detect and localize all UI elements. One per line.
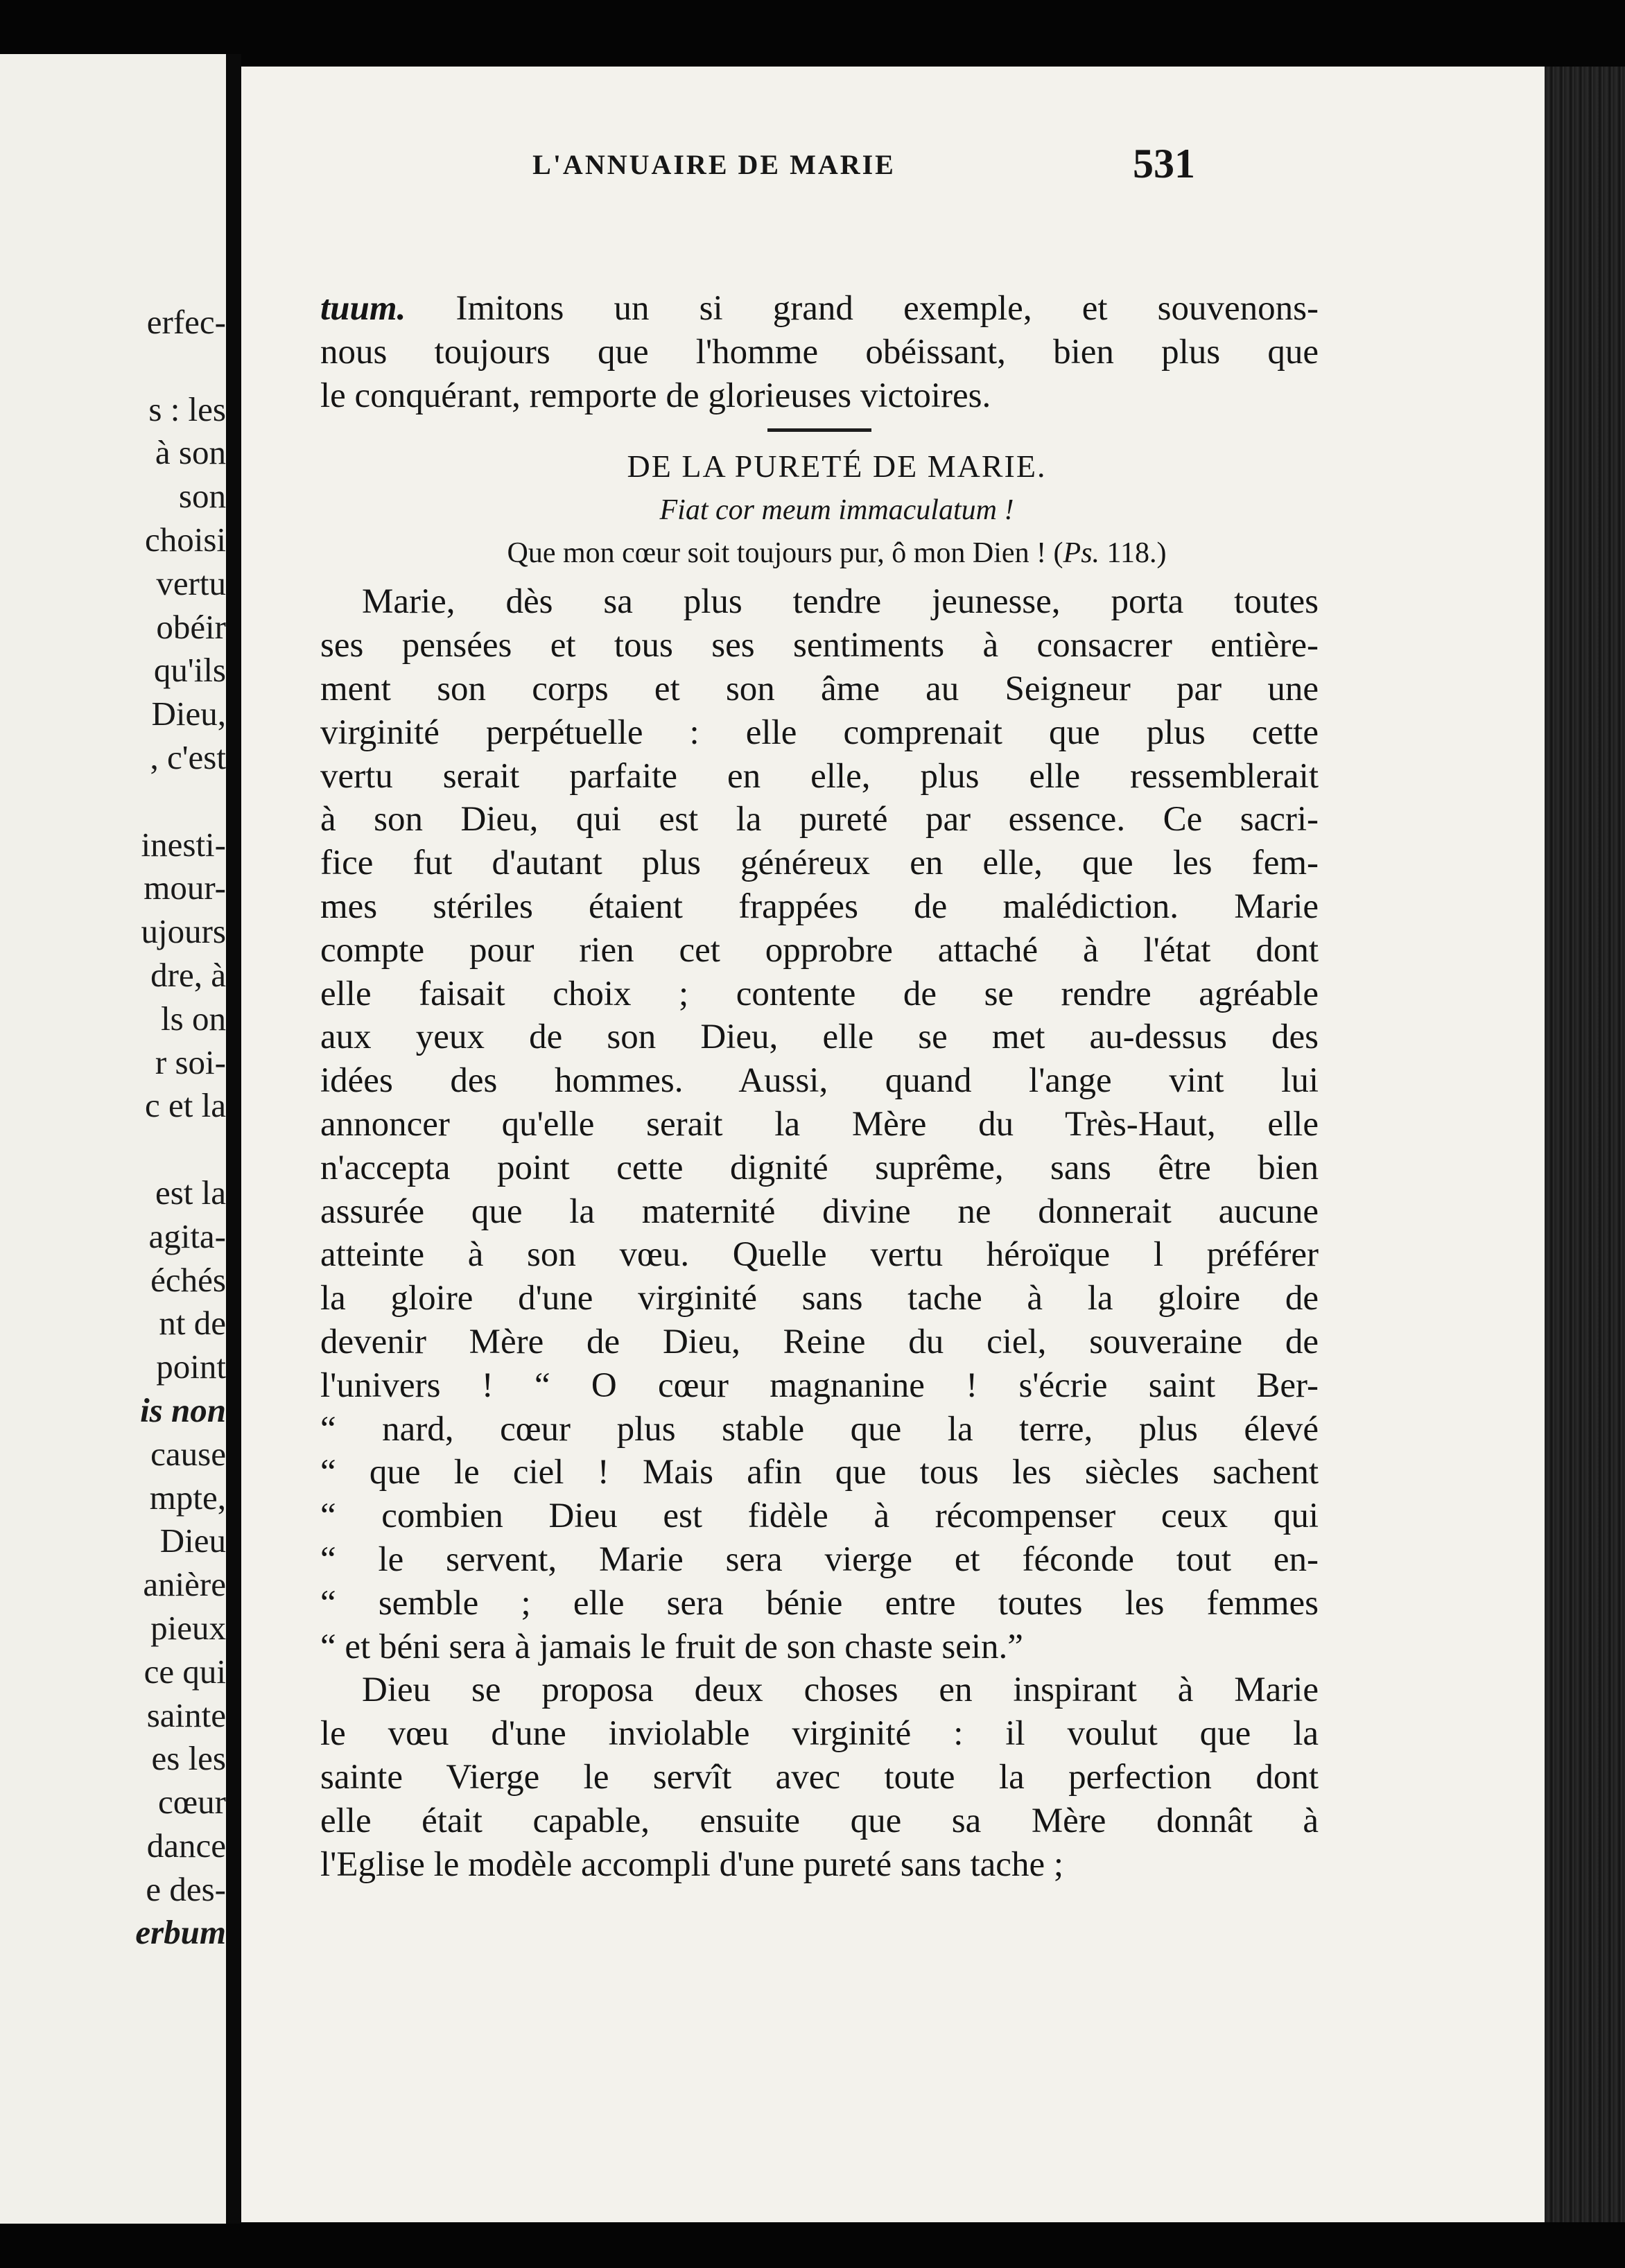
text-line: sainte Vierge le servît avec toute la perfection dont: [320, 1757, 1319, 1797]
text-line: [320, 287, 1319, 331]
epigraph-latin: Fiat cor meum immaculatum !: [659, 494, 1014, 527]
left-line: [0, 344, 226, 388]
text-line: aux yeux de son Dieu, elle se met au-dessus des: [320, 1018, 1319, 1057]
left-line: inesti-: [141, 825, 226, 864]
text-line: “ combien Dieu est fidèle à récompenser ceux qui: [320, 1497, 1319, 1536]
text-line: annoncer qu'elle serait la Mère du Très-Haut, elle: [320, 1104, 1319, 1144]
text-line: vertu serait parfaite en elle, plus elle ressemblerait: [320, 756, 1319, 796]
section-rule: [767, 428, 871, 432]
running-title: L'ANNUAIRE DE MARIE: [532, 149, 896, 180]
left-line: échés: [150, 1260, 226, 1299]
text-line: nous toujours que l'homme obéissant, bien plus que: [320, 332, 1319, 372]
running-head: [367, 139, 1195, 194]
left-line: es les: [151, 1739, 226, 1778]
text-line: “ le servent, Marie sera vierge et féconde tout en-: [320, 1539, 1319, 1579]
text-line: la gloire d'une virginité sans tache à la gloire de: [320, 1279, 1319, 1318]
left-line: , c'est: [150, 738, 226, 776]
left-line: mour-: [144, 869, 226, 907]
left-line: choisi: [144, 520, 226, 559]
text-line: assurée que la maternité divine ne donnerait aucune: [320, 1192, 1319, 1231]
left-page-lines: [0, 301, 226, 1955]
left-line: is non: [140, 1390, 226, 1429]
text-line: l'Eglise le modèle accompli d'une pureté sans tache ;: [320, 1844, 1063, 1884]
text-line: Dieu se proposa deux choses en inspirant à Marie: [362, 1671, 1319, 1710]
left-line: [0, 780, 226, 823]
left-line: son: [178, 477, 226, 516]
epigraph-ref: Ps.: [1063, 537, 1100, 570]
text-line: compte pour rien cet opprobre attaché à l'état dont: [320, 930, 1319, 970]
text-line: “ que le ciel ! Mais afin que tous les siècles sachent: [320, 1453, 1319, 1492]
section-heading: DE LA PURETÉ DE MARIE.: [627, 448, 1047, 485]
page-number: 531: [1133, 141, 1195, 186]
left-line: point: [156, 1347, 226, 1386]
text-line: virginité perpétuelle : elle comprenait que plus cette: [320, 713, 1319, 752]
left-line: c et la: [145, 1086, 226, 1125]
page-edges: [1545, 67, 1625, 2222]
epigraph-num: 118.): [1100, 537, 1167, 570]
left-line: nt de: [159, 1304, 226, 1343]
left-line: ls on: [161, 999, 226, 1038]
left-line: obéir: [156, 607, 226, 646]
left-page-fragment: [0, 54, 226, 2224]
text-line: devenir Mère de Dieu, Reine du ciel, souveraine de: [320, 1322, 1319, 1361]
left-line: r soi-: [155, 1043, 226, 1081]
left-line: cœur: [158, 1783, 226, 1822]
text-line: idées des hommes. Aussi, quand l'ange vint lui: [320, 1061, 1319, 1101]
text-span: Imitons un si grand exemple, et souvenons-: [455, 289, 1319, 328]
text-line: Marie, dès sa plus tendre jeunesse, porta toutes: [362, 582, 1319, 622]
left-line: dance: [146, 1826, 226, 1865]
text-line: fice fut d'autant plus généreux en elle, que les fem-: [320, 844, 1319, 883]
left-line: pieux: [150, 1608, 226, 1647]
text-line: mes stériles étaient frappées de malédiction. Marie: [320, 887, 1319, 926]
left-line: ce qui: [144, 1652, 226, 1691]
text-line: “ semble ; elle sera bénie entre toutes les femmes: [320, 1583, 1319, 1623]
text-line: elle faisait choix ; contente de se rendre agréable: [320, 974, 1319, 1013]
left-line: sainte: [146, 1695, 226, 1734]
left-line: est la: [155, 1173, 226, 1212]
left-line: s : les: [148, 390, 226, 428]
text-line: l'univers ! “ O cœur magnanine ! s'écrie saint Ber-: [320, 1366, 1319, 1405]
paragraph-2: [320, 1668, 1319, 1886]
text-line: le vœu d'une inviolable virginité : il voulut que la: [320, 1714, 1319, 1754]
left-line: dre, à: [150, 955, 226, 994]
text-line: elle était capable, ensuite que sa Mère donnât à: [320, 1801, 1319, 1840]
text-line: ses pensées et tous ses sentiments à consacrer entière-: [320, 626, 1319, 665]
book-gutter: [226, 54, 241, 2224]
left-line: mpte,: [149, 1478, 226, 1517]
page-body: [320, 287, 1319, 1886]
epigraph-french: [355, 532, 1319, 580]
left-line: Dieu: [159, 1521, 226, 1560]
text-line: “ nard, cœur plus stable que la terre, plus élevé: [320, 1409, 1319, 1449]
text-line: ment son corps et son âme au Seigneur par une: [320, 669, 1319, 708]
text-line: atteinte à son vœu. Quelle vertu héroïque l préférer: [320, 1235, 1319, 1275]
left-line: Dieu,: [151, 695, 226, 733]
left-line: agita-: [148, 1216, 226, 1255]
left-line: ujours: [141, 912, 226, 951]
left-line: e des-: [146, 1869, 226, 1908]
left-line: vertu: [156, 564, 226, 602]
left-line: erbum: [135, 1913, 226, 1952]
left-line: à son: [155, 433, 226, 472]
left-line: qu'ils: [153, 651, 226, 690]
left-line: cause: [150, 1434, 226, 1473]
left-line: [0, 1128, 226, 1171]
paragraph-1: [320, 580, 1319, 1668]
text-line: à son Dieu, qui est la pureté par essence. Ce sacri-: [320, 800, 1319, 839]
text-line: “ et béni sera à jamais le fruit de son chaste sein.”: [320, 1627, 1023, 1666]
left-line: anière: [143, 1565, 226, 1604]
text-line: n'accepta point cette dignité suprême, sans être bien: [320, 1148, 1319, 1187]
italic-word: tuum.: [320, 289, 406, 328]
epigraph-text: Que mon cœur soit toujours pur, ô mon Dien ! (: [507, 537, 1063, 570]
text-line: le conquérant, remporte de glorieuses victoires.: [320, 376, 991, 415]
left-line: erfec-: [146, 303, 226, 341]
